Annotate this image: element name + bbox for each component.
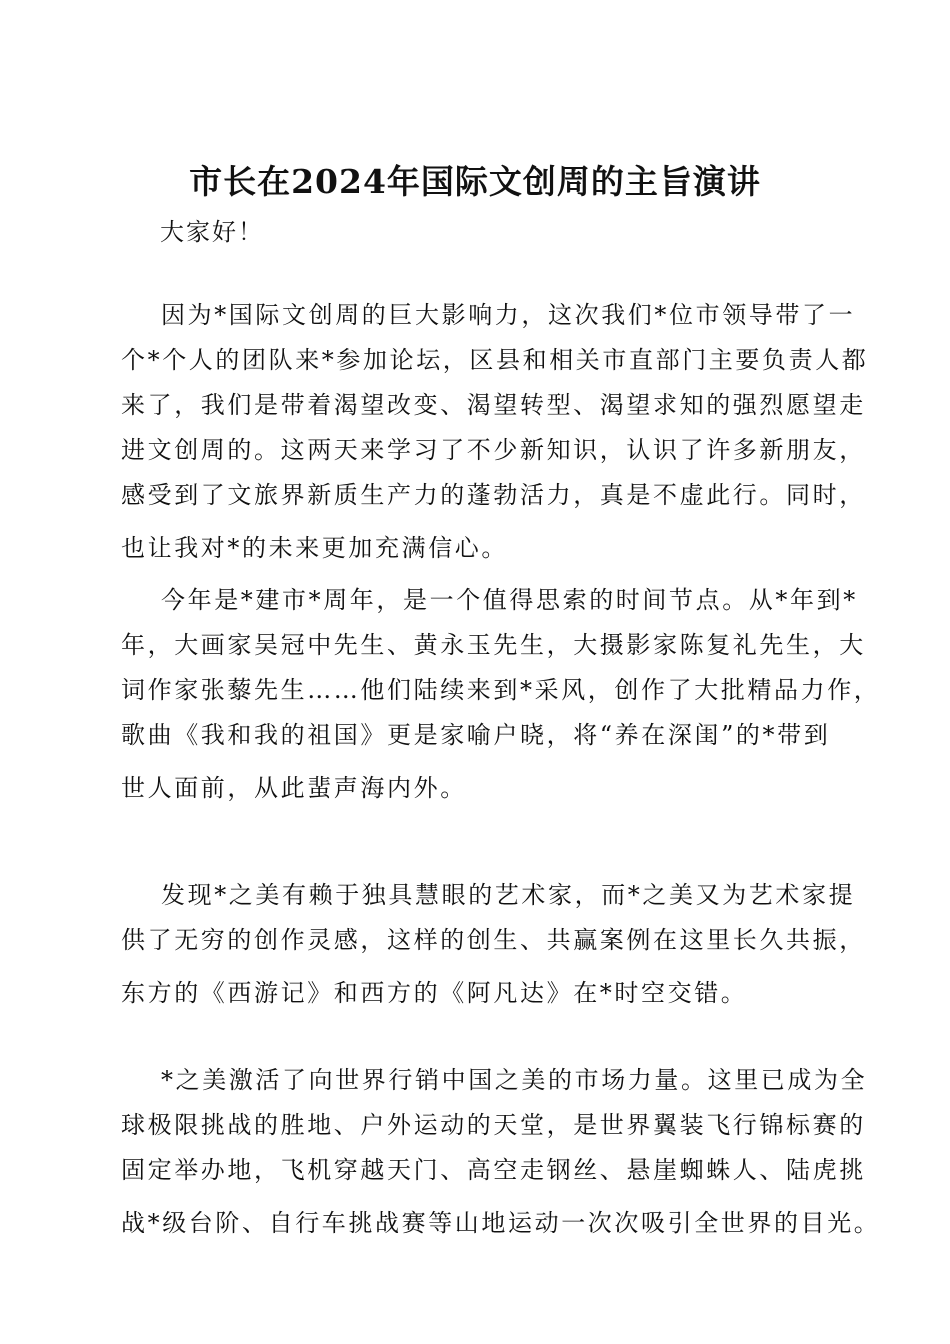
paragraph-line: 东方的《西游记》和西方的《阿凡达》在*时空交错。 <box>121 979 748 1007</box>
paragraph-line: 供了无穷的创作灵感，这样的创生、共赢案例在这里长久共振， <box>121 926 866 954</box>
paragraph-2 <box>121 578 881 811</box>
paragraph-line: 年，大画家吴冠中先生、黄永玉先生，大摄影家陈复礼先生，大 <box>121 631 866 659</box>
paragraph-line: 个*个人的团队来*参加论坛，区县和相关市直部门主要负责人都 <box>121 346 869 374</box>
paragraph-line: 来了，我们是带着渴望改变、渴望转型、渴望求知的强烈愿望走 <box>121 391 866 419</box>
greeting-text: 大家好！ <box>160 218 264 246</box>
paragraph-line: *之美激活了向世界行销中国之美的市场力量。这里已成为全 <box>161 1066 868 1094</box>
paragraph-line: 世人面前，从此蜚声海内外。 <box>121 774 467 802</box>
paragraph-line: 固定举办地，飞机穿越天门、高空走钢丝、悬崖蜘蛛人、陆虎挑 <box>121 1156 866 1184</box>
paragraph-line: 感受到了文旅界新质生产力的蓬勃活力，真是不虚此行。同时， <box>121 481 866 509</box>
paragraph-line: 球极限挑战的胜地、户外运动的天堂，是世界翼装飞行锦标赛的 <box>121 1111 866 1139</box>
paragraph-line: 歌曲《我和我的祖国》更是家喻户晓，将“养在深闺”的*带到 <box>121 721 831 749</box>
paragraph-line: 战*级台阶、自行车挑战赛等山地运动一次次吸引全世界的目光。 <box>121 1209 881 1237</box>
paragraph-3 <box>121 873 866 1016</box>
paragraph-line: 因为*国际文创周的巨大影响力，这次我们*位市领导带了一 <box>161 301 856 329</box>
paragraph-line: 进文创周的。这两天来学习了不少新知识，认识了许多新朋友， <box>121 436 866 464</box>
paragraph-4 <box>121 1058 881 1246</box>
paragraph-1 <box>121 293 869 571</box>
paragraph-line: 词作家张藜先生……他们陆续来到*采风，创作了大批精品力作， <box>121 676 881 704</box>
paragraph-line: 发现*之美有赖于独具慧眼的艺术家，而*之美又为艺术家提 <box>161 881 856 909</box>
document-title: 市长在2024年国际文创周的主旨演讲 <box>189 162 761 201</box>
paragraph-line: 今年是*建市*周年，是一个值得思索的时间节点。从*年到* <box>161 586 858 614</box>
paragraph-line: 也让我对*的未来更加充满信心。 <box>121 534 508 562</box>
